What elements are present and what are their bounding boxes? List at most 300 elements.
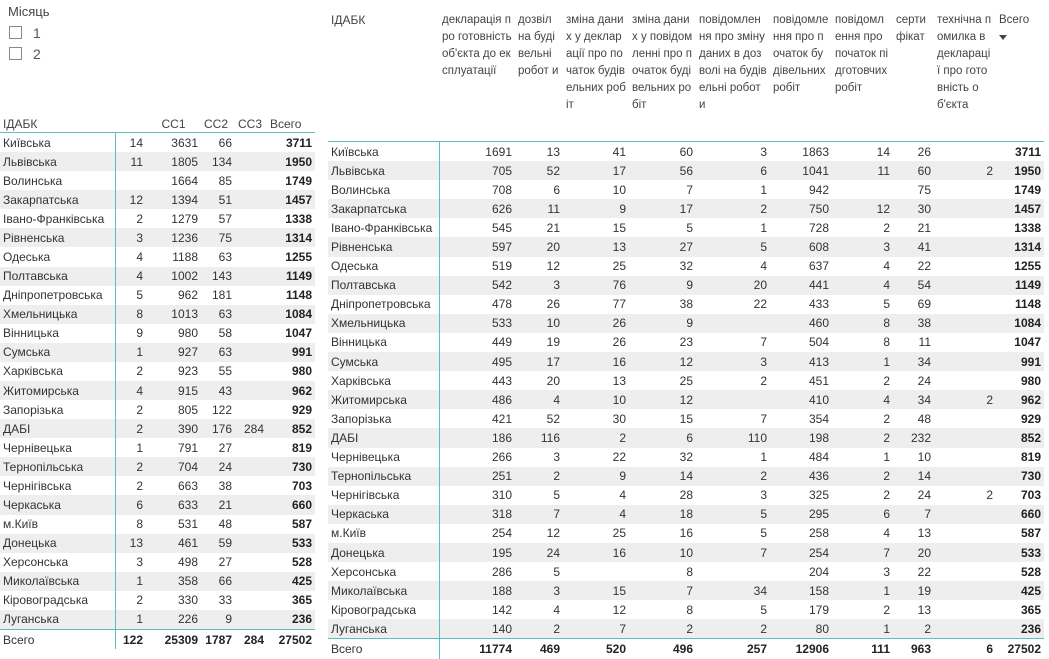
column-header[interactable]: технічна помилка в декларації про готовність об'єкта — [937, 14, 992, 111]
table-row[interactable] — [328, 390, 1044, 409]
cell-value: 1 — [760, 182, 767, 197]
row-label: Закарпатська — [0, 190, 115, 209]
cell-value: 5 — [553, 564, 560, 579]
cell-value — [235, 228, 267, 247]
cell-value: 122 — [115, 630, 146, 650]
table-row[interactable] — [0, 572, 315, 591]
cell-value — [934, 409, 996, 428]
cell-value: 41 — [893, 237, 934, 256]
cell-value — [934, 276, 996, 295]
table-row[interactable] — [0, 591, 315, 610]
cell-value: 13 — [115, 534, 146, 553]
cell-value: 25309 — [146, 630, 201, 650]
row-label: Житомирська — [0, 381, 115, 400]
cell-value — [235, 438, 267, 457]
cell-value: 2 — [136, 478, 143, 493]
row-label: Дніпропетровська — [0, 286, 115, 305]
cell-value: 2 — [883, 488, 890, 503]
table-row[interactable] — [0, 381, 315, 400]
cell-value: 16 — [563, 543, 629, 562]
table-row[interactable] — [328, 314, 1044, 333]
cell-value: 4 — [883, 259, 890, 274]
row-total: 980 — [291, 364, 312, 379]
cell-value: 30 — [893, 199, 934, 218]
table-row[interactable] — [328, 257, 1044, 276]
cell-value: 258 — [808, 526, 829, 541]
cell-value — [235, 171, 267, 190]
cell-value: 158 — [770, 581, 832, 600]
cell-value: 330 — [177, 593, 198, 608]
table-row[interactable] — [328, 295, 1044, 314]
table-row[interactable] — [328, 581, 1044, 600]
column-header[interactable]: ІДАБК — [3, 117, 38, 131]
cell-value: 85 — [218, 173, 232, 188]
cell-value: 915 — [146, 381, 201, 400]
table-header-row — [328, 0, 1044, 142]
slicer-title: Місяць — [8, 4, 50, 19]
cell-value — [934, 562, 996, 581]
column-header[interactable]: Всего — [996, 0, 1044, 142]
cell-value: 3 — [515, 581, 563, 600]
cell-value: 1 — [883, 450, 890, 465]
table-row[interactable] — [0, 171, 315, 190]
cell-value: 12 — [629, 390, 696, 409]
cell-value: 495 — [439, 352, 515, 371]
column-header[interactable]: СС2 — [204, 117, 229, 131]
cell-value: 295 — [770, 505, 832, 524]
row-label: Волинська — [0, 171, 115, 190]
cell-value: 15 — [563, 581, 629, 600]
table-row[interactable] — [0, 457, 315, 476]
row-total: 27502 — [996, 639, 1044, 659]
row-label: Київська — [0, 133, 115, 153]
cell-value: 942 — [808, 182, 829, 197]
cell-value: 24 — [515, 543, 563, 562]
cell-value: 226 — [146, 610, 201, 630]
slicer-option-label: 2 — [33, 45, 41, 62]
cell-value: 7 — [686, 182, 693, 197]
table-row[interactable] — [0, 553, 315, 572]
cell-value: 805 — [177, 402, 198, 417]
cell-value: 310 — [491, 488, 512, 503]
row-label: Миколаївська — [328, 581, 439, 600]
cell-value: 9 — [629, 276, 696, 295]
cell-value: 198 — [770, 428, 832, 447]
row-label: Всего — [328, 639, 439, 659]
table-row[interactable] — [328, 486, 1044, 505]
cell-value: 2 — [696, 467, 770, 486]
table-row[interactable] — [328, 409, 1044, 428]
table-row[interactable] — [0, 305, 315, 324]
cell-value: 533 — [439, 314, 515, 333]
row-label: Черкаська — [0, 495, 115, 514]
cell-value: 2 — [136, 211, 143, 226]
row-total: 660 — [267, 495, 315, 514]
cell-value: 354 — [808, 411, 829, 426]
cell-value — [934, 218, 996, 237]
table-row[interactable] — [328, 467, 1044, 486]
cell-value: 1279 — [171, 211, 198, 226]
column-header[interactable]: СС3 — [238, 117, 263, 131]
cell-value: 451 — [808, 373, 829, 388]
cell-value: 11 — [918, 335, 931, 350]
row-total: 852 — [996, 428, 1044, 447]
cell-value — [115, 171, 146, 190]
cell-value — [235, 286, 267, 305]
cell-value — [934, 505, 996, 524]
table-row[interactable] — [328, 161, 1044, 180]
cell-value — [235, 190, 267, 209]
cell-value: 4 — [115, 267, 146, 286]
table-row[interactable] — [0, 152, 315, 171]
cell-value: 2 — [883, 411, 890, 426]
cell-value: 254 — [770, 543, 832, 562]
cell-value: 19 — [546, 335, 560, 350]
cell-value — [235, 572, 267, 591]
cell-value — [235, 457, 267, 476]
table-row[interactable] — [0, 267, 315, 286]
cell-value: 12 — [629, 352, 696, 371]
cell-value: 254 — [491, 526, 512, 541]
cell-value: 34 — [893, 390, 934, 409]
cell-value: 443 — [491, 373, 512, 388]
cell-value: 2 — [934, 161, 996, 180]
cell-value: 17 — [515, 352, 563, 371]
table-row[interactable] — [328, 180, 1044, 199]
row-label: ДАБІ — [0, 419, 115, 438]
cell-value: 69 — [917, 297, 931, 312]
cell-value: 1 — [115, 610, 146, 630]
cell-value: 461 — [146, 534, 201, 553]
cell-value: 4 — [619, 488, 626, 503]
row-total: 365 — [1020, 602, 1041, 617]
cell-value: 188 — [439, 581, 515, 600]
table-row[interactable] — [0, 190, 315, 209]
cell-value — [235, 610, 267, 630]
cell-value: 7 — [563, 619, 629, 639]
cell-value: 12 — [546, 526, 560, 541]
cell-value: 20 — [893, 543, 934, 562]
table-row[interactable] — [0, 343, 315, 362]
table-row[interactable] — [328, 333, 1044, 352]
row-total: 587 — [291, 517, 312, 532]
cell-value: 11 — [832, 161, 893, 180]
cell-value: 7 — [515, 505, 563, 524]
cell-value: 1 — [760, 450, 767, 465]
cell-value: 4 — [563, 505, 629, 524]
cell-value: 2 — [934, 390, 996, 409]
cell-value: 38 — [679, 297, 693, 312]
cell-value: 410 — [770, 390, 832, 409]
cell-value: 2 — [115, 419, 146, 438]
cell-value: 17 — [563, 161, 629, 180]
cell-value: 286 — [491, 564, 512, 579]
table-row[interactable] — [0, 400, 315, 419]
table-row[interactable] — [0, 476, 315, 495]
cell-value: 7 — [760, 335, 767, 350]
cell-value: 637 — [808, 259, 829, 274]
column-header[interactable]: повідомлення про зміну даних в дозволі на будівельні роботи — [699, 14, 767, 111]
cell-value: 5 — [686, 220, 693, 235]
table-row[interactable] — [0, 515, 315, 534]
cell-value: 20 — [546, 373, 560, 388]
sort-descending-icon[interactable] — [999, 35, 1007, 40]
table-row[interactable] — [328, 237, 1044, 256]
cell-value — [235, 305, 267, 324]
cell-value: 3 — [832, 237, 893, 256]
cell-value — [934, 142, 996, 162]
cell-value: 13 — [612, 373, 626, 388]
table-row[interactable] — [0, 438, 315, 457]
cell-value — [696, 390, 770, 409]
cell-value: 478 — [491, 297, 512, 312]
row-total: 27502 — [267, 630, 315, 650]
cell-value: 1013 — [146, 305, 201, 324]
cell-value: 116 — [515, 428, 563, 447]
cell-value: 76 — [563, 276, 629, 295]
cell-value: 111 — [832, 639, 893, 659]
table-row[interactable] — [0, 495, 315, 514]
cell-value: 21 — [546, 220, 560, 235]
cell-value: 4 — [832, 276, 893, 295]
cell-value: 22 — [917, 259, 931, 274]
cell-value — [235, 495, 267, 514]
row-label: Черкаська — [328, 505, 439, 524]
column-header[interactable]: повідомлення про початок будівельних робіт — [773, 14, 829, 94]
table-row[interactable] — [0, 133, 315, 153]
cell-value: 4 — [760, 259, 767, 274]
table-row[interactable] — [328, 352, 1044, 371]
cell-value: 52 — [515, 161, 563, 180]
table-row[interactable] — [0, 228, 315, 247]
slicer-option-label: 1 — [33, 24, 41, 41]
cell-value: 27 — [218, 440, 232, 455]
cell-value: 962 — [177, 288, 198, 303]
cell-value: 608 — [770, 237, 832, 256]
cell-value: 2 — [136, 364, 143, 379]
table-row[interactable] — [0, 419, 315, 438]
table-row[interactable] — [328, 142, 1044, 162]
cell-value: 12906 — [770, 639, 832, 659]
column-header[interactable]: сертифікат — [896, 14, 926, 43]
table-row[interactable] — [328, 600, 1044, 619]
table-row[interactable] — [328, 428, 1044, 447]
cell-value: 14 — [893, 467, 934, 486]
row-label: Рівненська — [328, 237, 439, 256]
row-label: Чернівецька — [0, 438, 115, 457]
cell-value: 1002 — [146, 267, 201, 286]
row-label: Тернопільська — [0, 457, 115, 476]
cell-value: 60 — [679, 144, 693, 159]
cell-value: 48 — [218, 517, 232, 532]
row-label: Харківська — [0, 362, 115, 381]
table-row[interactable] — [328, 199, 1044, 218]
cell-value: 24 — [917, 373, 931, 388]
cell-value: 5 — [696, 237, 770, 256]
cell-value — [934, 467, 996, 486]
cell-value: 6 — [696, 161, 770, 180]
cell-value: 54 — [893, 276, 934, 295]
table-row[interactable] — [328, 562, 1044, 581]
row-total: 991 — [996, 352, 1044, 371]
row-label: Одеська — [0, 247, 115, 266]
table-row[interactable] — [328, 505, 1044, 524]
row-total: 980 — [1020, 373, 1041, 388]
row-label: Івано-Франківська — [328, 218, 439, 237]
cell-value: 48 — [917, 411, 931, 426]
row-total: 1950 — [267, 152, 315, 171]
cell-value: 750 — [770, 199, 832, 218]
cell-value: 20 — [696, 276, 770, 295]
cell-value: 14 — [129, 135, 143, 150]
cell-value: 2 — [883, 373, 890, 388]
row-label: Херсонська — [328, 562, 439, 581]
cell-value — [934, 180, 996, 199]
table-row[interactable] — [328, 371, 1044, 390]
cell-value: 2 — [883, 602, 890, 617]
cell-value: 2 — [832, 467, 893, 486]
cell-value: 60 — [893, 161, 934, 180]
table-row[interactable] — [0, 324, 315, 343]
cell-value: 75 — [917, 182, 931, 197]
cell-value: 8 — [832, 314, 893, 333]
table-row[interactable] — [328, 448, 1044, 467]
column-header[interactable]: СС1 — [161, 117, 186, 131]
cell-value: 251 — [439, 467, 515, 486]
column-header[interactable]: ІДАБК — [331, 13, 366, 27]
cell-value: 28 — [679, 488, 693, 503]
total-row[interactable] — [328, 639, 1044, 659]
cell-value: 30 — [612, 411, 626, 426]
cell-value: 32 — [679, 450, 693, 465]
cell-value — [934, 371, 996, 390]
table-row[interactable] — [0, 286, 315, 305]
cell-value: 56 — [629, 161, 696, 180]
cell-value: 25 — [612, 526, 626, 541]
cell-value: 2 — [883, 220, 890, 235]
cell-value: 520 — [563, 639, 629, 659]
cell-value: 13 — [546, 144, 560, 159]
cell-value: 10 — [917, 450, 931, 465]
cell-value: 75 — [201, 228, 235, 247]
cell-value: 22 — [917, 564, 931, 579]
cell-value: 2 — [136, 593, 143, 608]
cell-value: 7 — [629, 581, 696, 600]
cell-value: 5 — [760, 526, 767, 541]
row-total: 1084 — [996, 314, 1044, 333]
cell-value: 26 — [546, 297, 560, 312]
row-total: 1255 — [285, 250, 312, 264]
row-total: 730 — [267, 457, 315, 476]
cell-value: 2 — [629, 619, 696, 639]
cell-value: 519 — [491, 259, 512, 274]
row-label: Чернігівська — [0, 476, 115, 495]
table-row[interactable] — [0, 209, 315, 228]
table-row[interactable] — [328, 619, 1044, 639]
row-total: 1314 — [267, 228, 315, 247]
row-label: Чернігівська — [328, 486, 439, 505]
cell-value: 2 — [696, 619, 770, 639]
cell-value: 2 — [563, 428, 629, 447]
cell-value: 704 — [146, 457, 201, 476]
cell-value: 1188 — [172, 250, 198, 264]
table-row[interactable] — [0, 610, 315, 630]
cell-value — [563, 562, 629, 581]
cell-value: 266 — [491, 450, 512, 465]
row-total: 425 — [996, 581, 1044, 600]
column-header[interactable]: зміна даних у повідомленні про початок будівельних робіт — [632, 14, 693, 111]
column-header[interactable]: дозвіл на будівельні робот и — [518, 14, 559, 77]
cell-value: 1787 — [201, 630, 235, 650]
cell-value — [235, 267, 267, 286]
cell-value: 3 — [883, 564, 890, 579]
table-row[interactable] — [328, 524, 1044, 543]
cell-value: 2 — [136, 402, 143, 417]
row-total: 819 — [291, 440, 312, 455]
cell-value: 390 — [146, 419, 201, 438]
cell-value: 441 — [770, 276, 832, 295]
cell-value: 9 — [136, 326, 143, 341]
row-total: 1338 — [1014, 220, 1041, 235]
column-header[interactable]: Всего — [270, 117, 302, 131]
cell-value: 2 — [115, 457, 146, 476]
cell-value: 22 — [753, 297, 767, 312]
cell-value — [235, 324, 267, 343]
cell-value: 963 — [893, 639, 934, 659]
cell-value: 4 — [553, 602, 560, 617]
cell-value: 16 — [679, 526, 693, 541]
cell-value — [934, 199, 996, 218]
cell-value — [934, 619, 996, 639]
cell-value: 486 — [439, 390, 515, 409]
row-total: 1314 — [996, 237, 1044, 256]
row-total: 1148 — [1014, 297, 1041, 312]
row-label: Одеська — [328, 257, 439, 276]
table-row[interactable] — [328, 543, 1044, 562]
table-row[interactable] — [0, 247, 315, 266]
table-row[interactable] — [0, 534, 315, 553]
column-header[interactable]: декларація про готовність об'єкта до експлуатації — [442, 14, 512, 77]
column-header[interactable]: повідомлення про початок підготовчих робіт — [835, 14, 889, 94]
row-label: Сумська — [328, 352, 439, 371]
row-total: 1749 — [1014, 182, 1041, 197]
cell-value: 3 — [136, 555, 143, 570]
cell-value: 195 — [439, 543, 515, 562]
cell-value: 1691 — [485, 144, 512, 159]
cell-value: 433 — [808, 297, 829, 312]
cell-value: 257 — [696, 639, 770, 659]
cell-value: 498 — [177, 555, 198, 570]
cell-value: 11 — [515, 199, 563, 218]
table-row[interactable] — [328, 218, 1044, 237]
cell-value: 63 — [201, 343, 235, 362]
cell-value: 15 — [679, 411, 693, 426]
cell-value: 22 — [612, 450, 626, 465]
column-header[interactable]: зміна даних у декларації про початок будівельних робіт — [566, 14, 626, 111]
total-row[interactable] — [0, 630, 315, 650]
cell-value: 358 — [146, 572, 201, 591]
row-total: 533 — [996, 543, 1044, 562]
cell-value: 24 — [917, 488, 931, 503]
cell-value: 1805 — [146, 152, 201, 171]
cell-value: 1 — [832, 352, 893, 371]
cell-value: 2 — [515, 467, 563, 486]
cell-value: 63 — [201, 305, 235, 324]
table-row[interactable] — [0, 362, 315, 381]
table-row[interactable] — [328, 276, 1044, 295]
cell-value: 545 — [491, 220, 512, 235]
row-total: 587 — [1020, 526, 1041, 541]
